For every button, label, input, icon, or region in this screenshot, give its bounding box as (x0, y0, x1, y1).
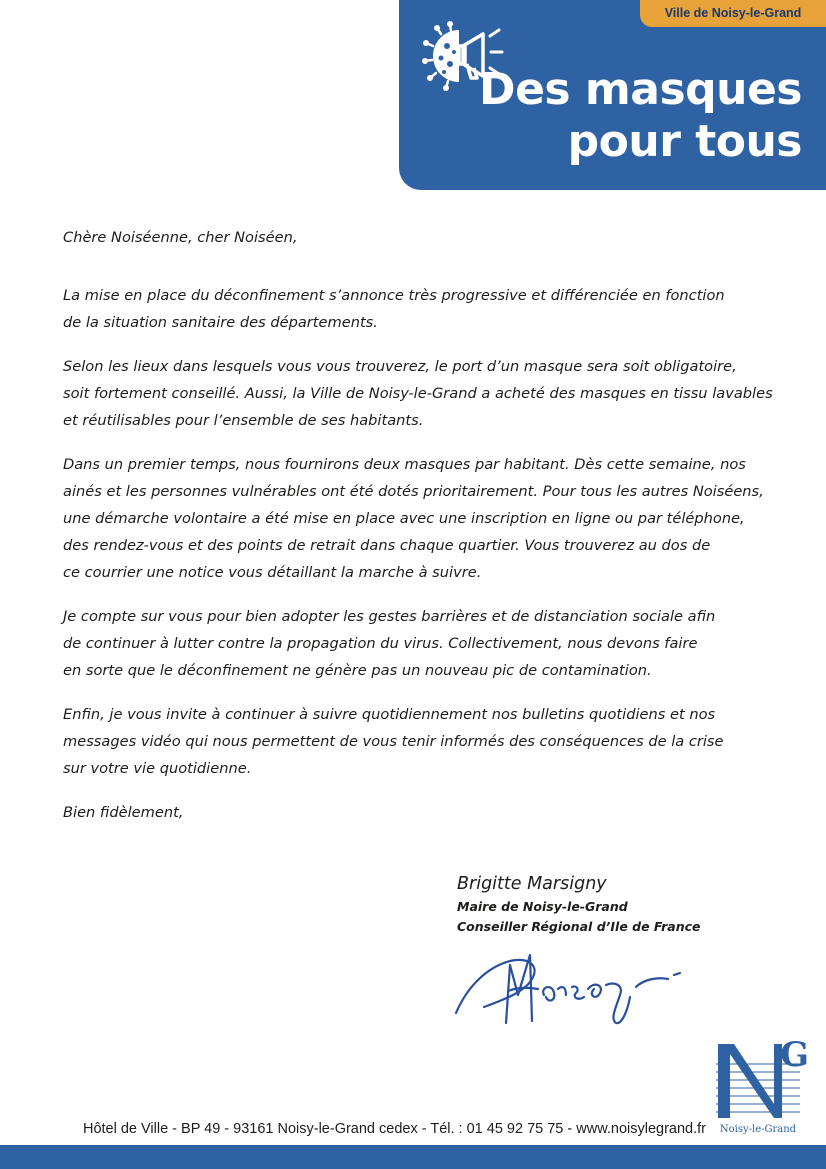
title-line-2: pour tous (567, 116, 802, 167)
text-line: de continuer à lutter contre la propagation du virus. Collectivement, nous devons faire (63, 635, 698, 652)
text-line: soit fortement conseillé. Aussi, la Ville de Noisy-le-Grand a acheté des masques en tissu lavables (63, 385, 773, 402)
handwritten-signature (448, 935, 698, 1030)
text-line: Selon les lieux dans lesquels vous vous trouverez, le port d’un masque sera soit obligatoire, (63, 358, 737, 375)
text-line: La mise en place du déconfinement s’annonce très progressive et différenciée en fonction (63, 287, 725, 304)
text-line: ainés et les personnes vulnérables ont été dotés prioritairement. Pour tous les autres Noiséens, (63, 483, 764, 500)
city-tab: Ville de Noisy-le-Grand (640, 0, 826, 27)
text-line: messages vidéo qui nous permettent de vous tenir informés des conséquences de la crise (63, 733, 724, 750)
text-line: Je compte sur vous pour bien adopter les gestes barrières et de distanciation sociale afin (63, 608, 716, 625)
text-line: de la situation sanitaire des départements. (63, 314, 378, 331)
text-line: des rendez-vous et des points de retrait dans chaque quartier. Vous trouverez au dos de (63, 537, 711, 554)
closing-line: Bien fidèlement, (63, 804, 184, 821)
text-line: ce courrier une notice vous détaillant la marche à suivre. (63, 564, 482, 581)
footer-address: Hôtel de Ville - BP 49 - 93161 Noisy-le-Grand cedex - Tél. : 01 45 92 75 75 - www.noisylegrand.fr (82, 1121, 706, 1137)
signatory-block (457, 871, 701, 937)
footer-bar (0, 1145, 826, 1169)
signatory-role-mayor: Maire de Noisy-le-Grand (457, 899, 628, 914)
city-logo (712, 1034, 810, 1138)
text-line: Enfin, je vous invite à continuer à suivre quotidiennement nos bulletins quotidiens et nos (63, 706, 716, 723)
closing (63, 799, 763, 826)
paragraph-1 (63, 282, 763, 336)
paragraph-2 (63, 353, 773, 434)
letter-body (63, 224, 773, 843)
title-line-1: Des masques (479, 64, 802, 115)
text-line: une démarche volontaire a été mise en place avec une inscription en ligne ou par téléphone, (63, 510, 745, 527)
paragraph-4 (63, 603, 763, 684)
text-line: sur votre vie quotidienne. (63, 760, 252, 777)
greeting: Chère Noiséenne, cher Noiséen, (63, 229, 298, 246)
text-line: et réutilisables pour l’ensemble de ses habitants. (63, 412, 424, 429)
text-line: en sorte que le déconfinement ne génère pas un nouveau pic de contamination. (63, 662, 652, 679)
signatory-name: Brigitte Marsigny (457, 874, 607, 894)
text-line: Dans un premier temps, nous fournirons deux masques par habitant. Dès cette semaine, nos (63, 456, 746, 473)
paragraph-3 (63, 451, 763, 586)
header-banner (399, 0, 826, 190)
logo-caption: Noisy-le-Grand (719, 1124, 797, 1135)
page-title (479, 64, 802, 168)
svg-text:G: G (780, 1035, 810, 1075)
paragraph-5 (63, 701, 763, 782)
signatory-role-regional: Conseiller Régional d’Ile de France (457, 919, 701, 934)
